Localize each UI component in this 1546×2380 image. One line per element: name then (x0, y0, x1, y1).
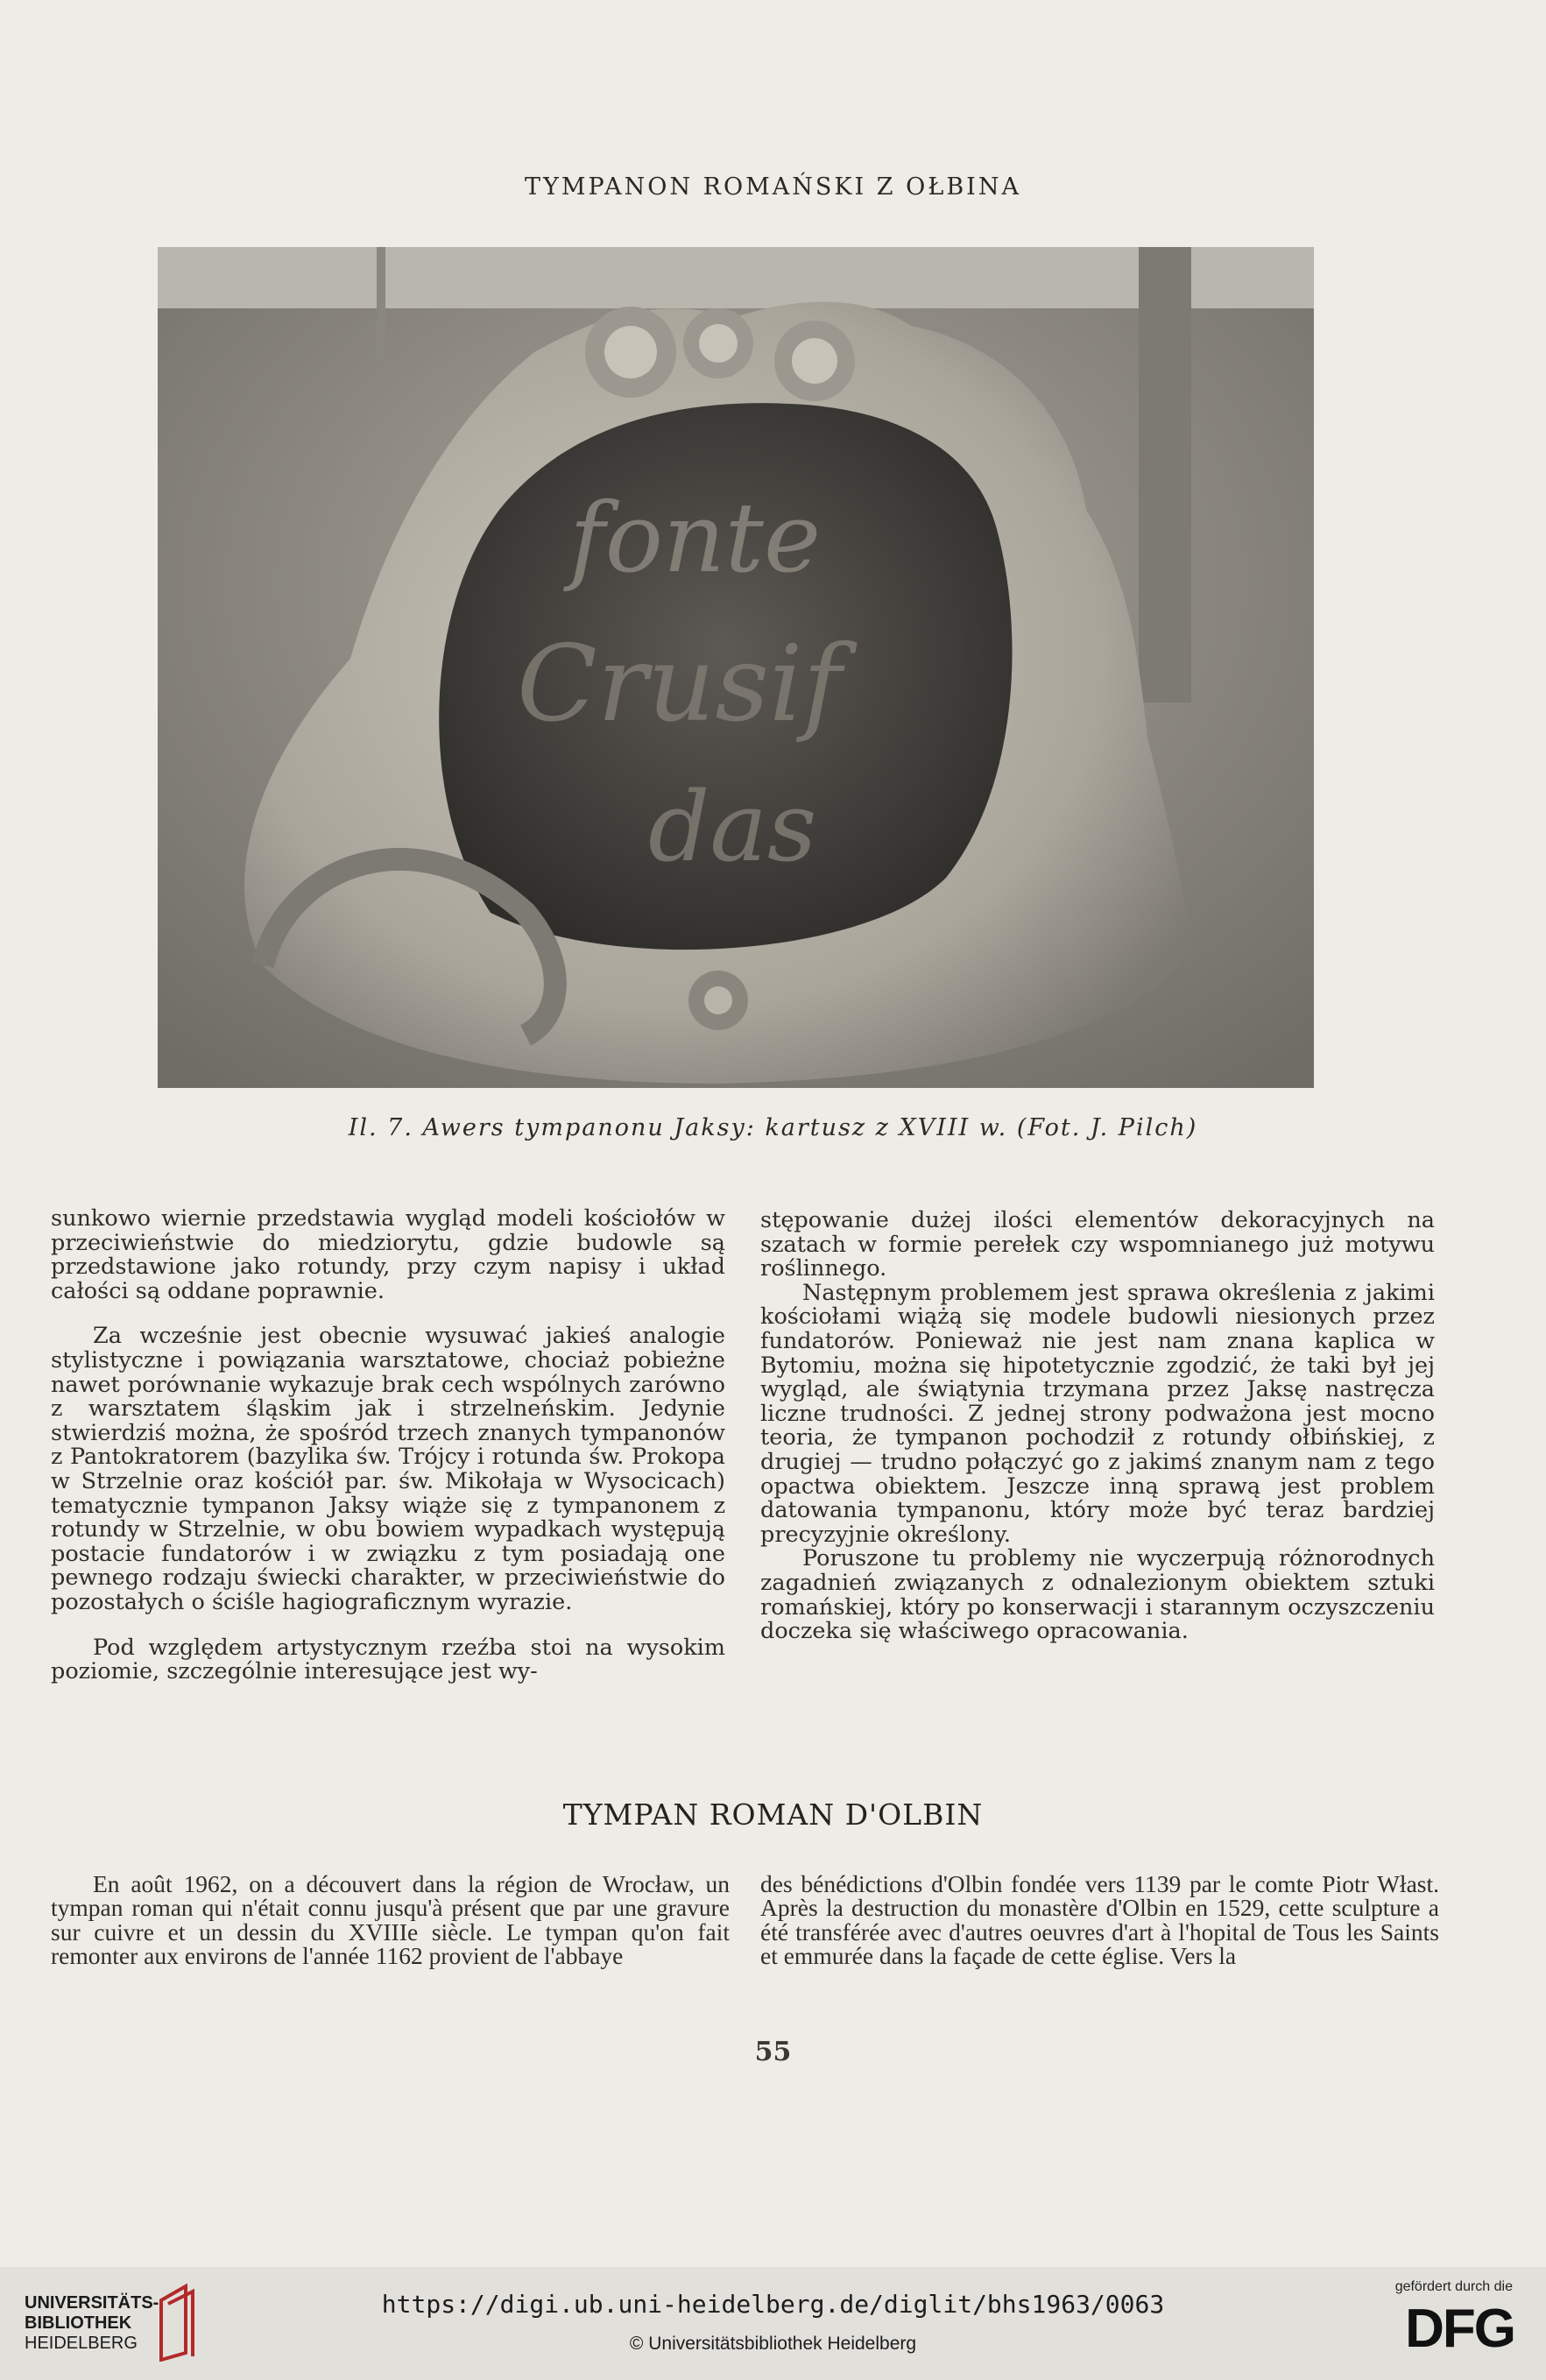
inscription-line: das (648, 771, 817, 883)
french-column-left (51, 1872, 730, 1968)
page-number: 55 (754, 2037, 792, 2067)
inscription-line: fonte (569, 482, 822, 594)
dfg-logo[interactable]: DFG (1405, 2299, 1514, 2359)
tympanum-photo (158, 247, 1314, 1088)
french-column-right (760, 1872, 1439, 1968)
library-name-line: HEIDELBERG (25, 2334, 138, 2353)
funded-by-label: gefördert durch die (1394, 2279, 1513, 2294)
paragraph: des bénédictions d'Olbin fondée vers 1139 par le comte Piotr Włast. Après la destruction du monastère d'Olbin en 1529, cette sculpture a été transférée avec d'autres oeuvres d'art à l'hopital de Tous les Saints et emmurée dans la façade de cette église. Vers la (760, 1870, 1439, 1970)
paragraph: sunkowo wiernie przedstawia wygląd modeli kościołów w przeciwieństwie do miedziorytu, gdzie budowle są przedstawione jako rotundy, przy czym napisy i układ całości są oddane poprawnie. (51, 1205, 725, 1304)
permalink-link[interactable]: https://digi.ub.uni-heidelberg.de/diglit/bhs1963/0063 (381, 2290, 1165, 2319)
section-title: TYMPAN ROMAN D'OLBIN (562, 1797, 984, 1832)
paragraph: stępowanie dużej ilości elementów dekoracyjnych na szatach w formie perełek czy wspomnianego już motywu roślinnego. (760, 1207, 1435, 1282)
library-name-line: UNIVERSITÄTS- (25, 2293, 159, 2313)
paragraph: Poruszone tu problemy nie wyczerpują różnorodnych zagadnień związanych z odnalezionym obiektem sztuki romańskiej, który po konserwacji i starannym oczyszczeniu doczeka się właściwego opracowania. (760, 1545, 1435, 1645)
viewer-footer (0, 2267, 1546, 2380)
library-name-line: BIBLIOTHEK (25, 2313, 132, 2333)
copyright-notice: © Universitätsbibliothek Heidelberg (629, 2334, 917, 2354)
running-head: TYMPANON ROMAŃSKI Z OŁBINA (525, 173, 1021, 201)
polish-column-right (760, 1209, 1435, 1644)
paragraph: Pod względem artystycznym rzeźba stoi na wysokim poziomie, szczególnie interesujące jest wy- (51, 1634, 725, 1685)
paragraph: En août 1962, on a découvert dans la région de Wrocław, un tympan roman qui n'était connu jusqu'à présent que par une gravure sur cuivre et un dessin du XVIIIe siècle. Le tympan qu'on fait remonter aux environs de l'année 1162 provient de l'abbaye (51, 1870, 730, 1970)
inscription-line: Crusif (517, 624, 842, 745)
photo-caption: Il. 7. Awers tympanonu Jaksy: kartusz z XVIII w. (Fot. J. Pilch) (348, 1114, 1198, 1141)
paragraph: Za wcześnie jest obecnie wysuwać jakieś analogie stylistyczne i powiązania warsztatowe, chociaż pobieżne nawet porównanie wykazuje brak cech wspólnych zarówno z warsztatem śląskim jak i strzelneńskim. Jedynie stwierdziś można, że spośród trzech znanych tympanonów z Pantokratorem (bazylika św. Trójcy i rotunda św. Prokopa w Strzelnie oraz kościół par. św. Mikołaja w Wysocicach) tematycznie tympanon Jaksy wiąże się z tympanonem z rotundy w Strzelnie, w obu bowiem wypadkach występują postacie fundatorów i w związku z tym posiadają one pewnego rodzaju świecki charakter, w przeciwieństwie do pozostałych o ściśle hagiograficznym wyrazie. (51, 1323, 725, 1615)
paragraph: Następnym problemem jest sprawa określenia z jakimi kościołami wiążą się modele budowli niesionych przez fundatorów. Ponieważ nie jest nam znana kaplica w Bytomiu, można się hipotetycznie zgodzić, że taki był jej wygląd, ale świątynia trzymana przez Jaksę nastręcza liczne trudności. Z jednej strony podważona jest mocno teoria, że tympanon pochodził z rotundy ołbińskiej, z drugiej — trudno połączyć go z jakimś znanym nam z tego opactwa obiektem. Jeszcze inną sprawą jest problem datowania tympanonu, który może być teraz bardziej precyzyjnie określony. (760, 1279, 1435, 1548)
polish-column-left (51, 1207, 725, 1684)
